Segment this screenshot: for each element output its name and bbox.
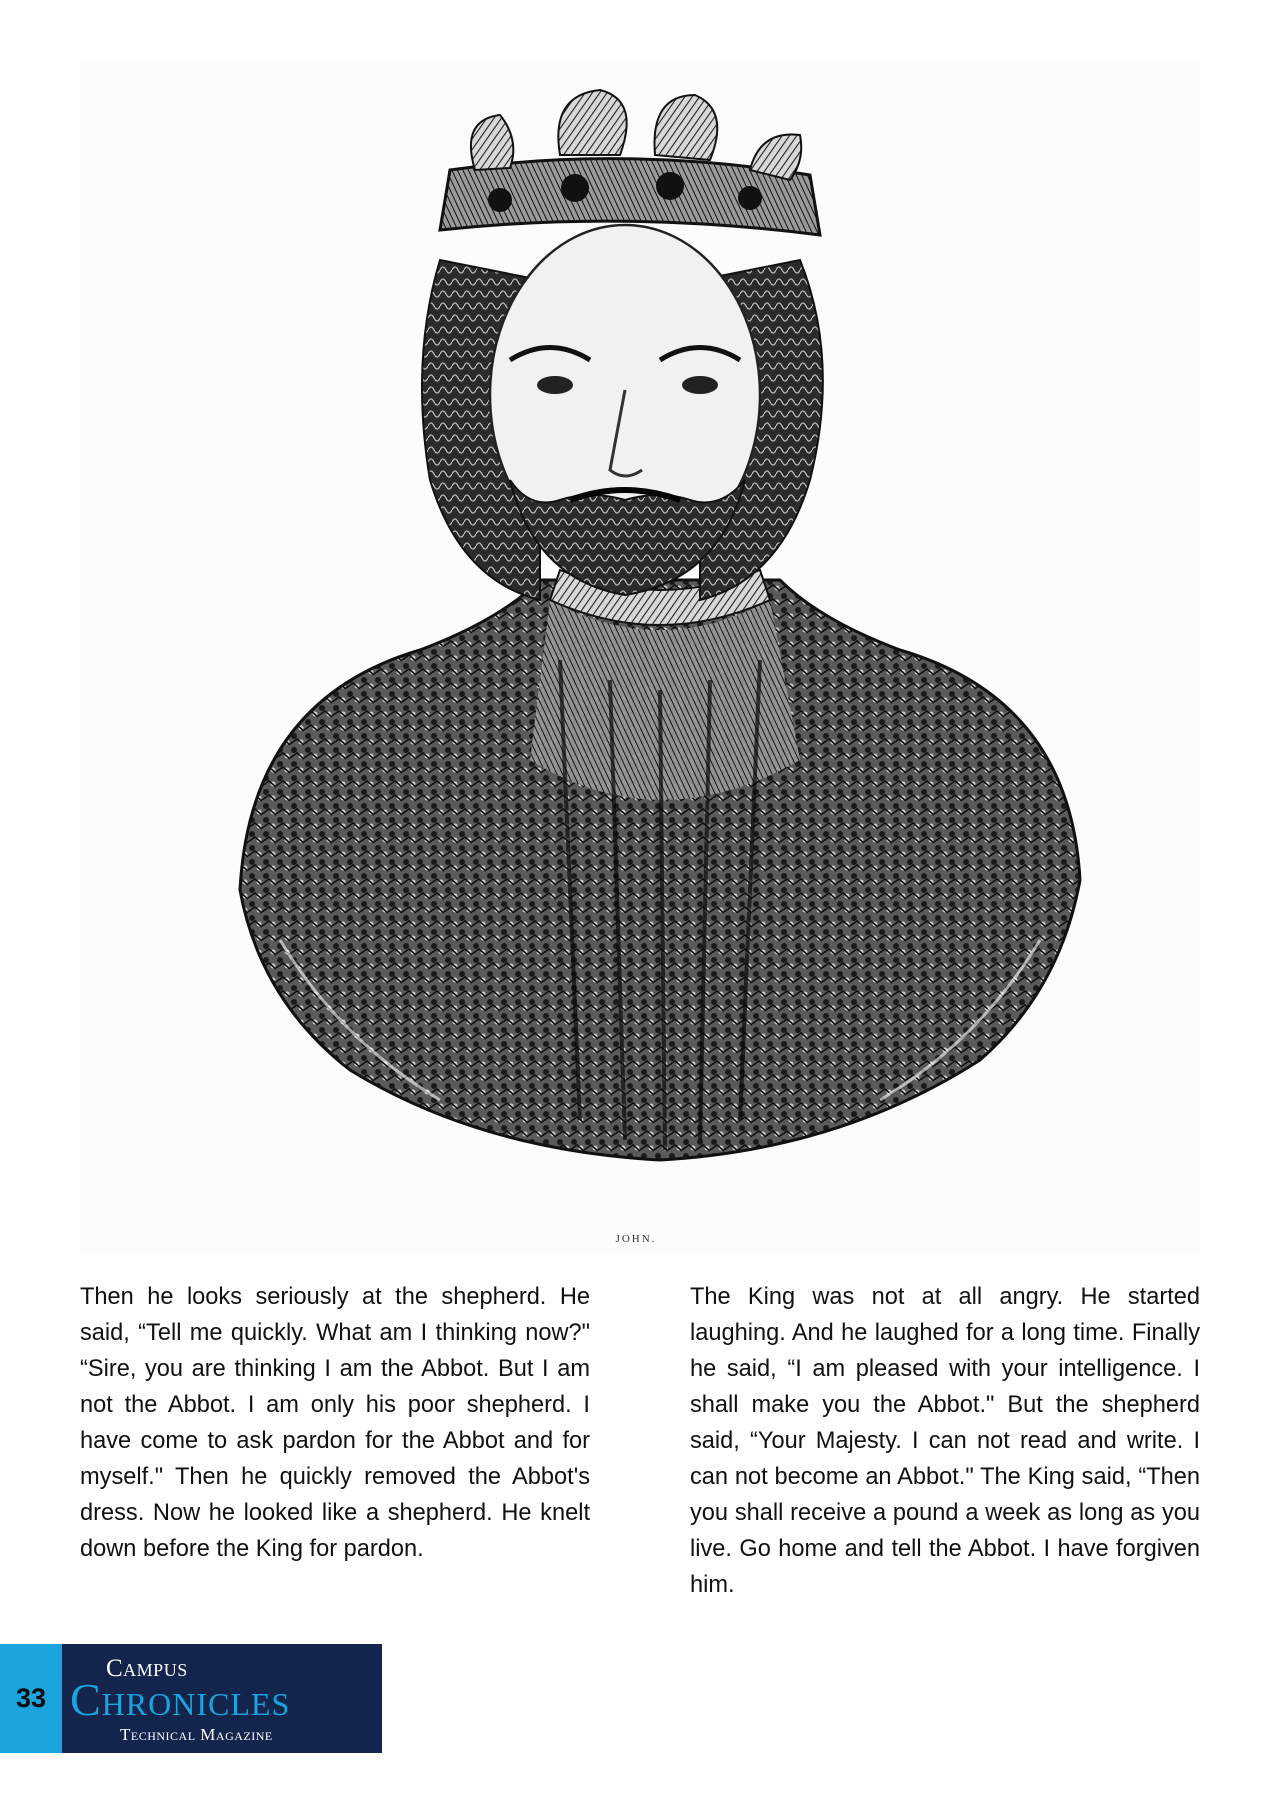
masthead-title: Chronicles <box>70 1674 291 1725</box>
article-column-left: Then he looks seriously at the shepherd. He said, “Tell me quickly. What am I thinking now?" “Sire, you are thinking I am the Abbot. But I am not the Abbot. I am only his poor shepherd. I have come to ask pardon for the Abbot and for myself." Then he quickly removed the Abbot's dress. Now he looked like a shepherd. He knelt down before the King for pardon. <box>80 1284 590 1562</box>
magazine-masthead <box>62 1644 382 1753</box>
article-column-right: The King was not at all angry. He started laughing. And he laughed for a long time. Finally he said, “I am pleased with your intelligence. I shall make you the Abbot." But the shepherd said, “Your Majesty. I can not read and write. I can not become an Abbot." The King said, “Then you shall receive a pound a week as long as you live. Go home and tell the Abbot. I have forgiven him. <box>690 1284 1200 1598</box>
illustration-caption: JOHN. <box>615 1233 657 1245</box>
masthead-top: Campus <box>106 1655 188 1682</box>
crown <box>440 90 820 235</box>
robe <box>240 580 1080 1160</box>
page-number: 33 <box>0 1644 62 1753</box>
king-john-engraving <box>80 60 1200 1255</box>
masthead-subtitle: Technical Magazine <box>120 1725 273 1744</box>
